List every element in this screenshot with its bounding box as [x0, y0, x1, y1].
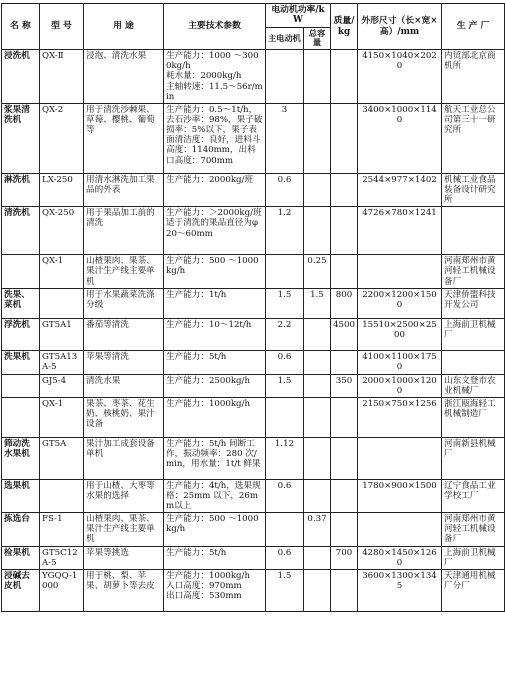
cell-dims [358, 437, 442, 479]
cell-dims: 15510×2500×2500 [358, 319, 442, 351]
cell-maker: 上海前卫机械厂 [442, 319, 505, 351]
cell-use: 用于清洗沙棘果、草莓、樱桃、葡萄等 [84, 103, 164, 173]
table-row [2, 50, 505, 104]
table-row [2, 546, 505, 569]
cell-model: GT5A1 [40, 319, 84, 351]
cell-maker: 天津侨盟科技开发公司 [442, 289, 505, 319]
cell-dims: 1780×900×1500 [358, 479, 442, 512]
cell-name: 选果机 [2, 479, 40, 512]
cell-model: QX-1 [40, 255, 84, 289]
cell-mass [331, 50, 358, 104]
cell-power-main: 1.2 [266, 207, 304, 255]
cell-dims [358, 255, 442, 289]
cell-use: 用于水果蔬菜洗涤分级 [84, 289, 164, 319]
header-dims: 外形尺寸（长×宽×高）/mm [358, 4, 442, 50]
table-row [2, 397, 505, 437]
cell-model: QX-250 [40, 207, 84, 255]
cell-params: 生产能力：1t/h [164, 289, 266, 319]
cell-power-main: 1.5 [266, 289, 304, 319]
cell-maker: 河南郑州市黄河轻工机械设备厂 [442, 255, 505, 289]
cell-power-main [266, 50, 304, 104]
cell-maker: 航天工业总公司第三十一研究所 [442, 103, 505, 173]
cell-dims: 3600×1300×1345 [358, 569, 442, 611]
cell-dims: 4150×1040×2020 [358, 50, 442, 104]
cell-use: 果茶、枣茶、花生奶、核桃奶、果汁设备 [84, 397, 164, 437]
cell-params: 生产能力：500 ～1000kg/h [164, 255, 266, 289]
cell-mass: 4500 [331, 319, 358, 351]
cell-name: 洗果机 [2, 351, 40, 374]
header-power-total: 总容量 [304, 27, 331, 49]
cell-params: 生产能力：1000kg/h 入口高度：970mm 出口高度：530mm [164, 569, 266, 611]
header-model: 型 号 [40, 4, 84, 50]
cell-power-total [304, 546, 331, 569]
cell-maker: 山东文登市农业机械厂 [442, 374, 505, 397]
table-row [2, 437, 505, 479]
cell-name: 洗果、菜机 [2, 289, 40, 319]
cell-mass: 700 [331, 546, 358, 569]
cell-use: 用于果品加工前的清洗 [84, 207, 164, 255]
header-maker: 生 产 厂 [442, 4, 505, 50]
cell-dims: 4726×780×1241 [358, 207, 442, 255]
cell-power-main: 2.2 [266, 319, 304, 351]
cell-use: 用于桃、梨、苹果、胡萝卜等去皮 [84, 569, 164, 611]
table-row [2, 255, 505, 289]
cell-use: 山楂果肉、果茶、果汁生产线主要单机 [84, 255, 164, 289]
table-row [2, 479, 505, 512]
cell-params: 生产能力：5t/h 间断工作，振动频率：280 次/min，用水量：1t/t 鲜果 [164, 437, 266, 479]
cell-name: 浆果清洗机 [2, 103, 40, 173]
cell-dims: 4100×1100×1750 [358, 351, 442, 374]
table-row [2, 351, 505, 374]
cell-maker: 机械工业食品装备设计研究所 [442, 173, 505, 206]
cell-dims: 2150×750×1256 [358, 397, 442, 437]
cell-params: 生产能力：5t/h [164, 351, 266, 374]
cell-name: 清洗机 [2, 207, 40, 255]
header-power-main: 主电动机 [266, 27, 304, 49]
cell-use: 果汁加工成套设备单机 [84, 437, 164, 479]
header-power: 电动机功率/kW [266, 4, 331, 28]
cell-model: QX-1 [40, 397, 84, 437]
cell-mass [331, 255, 358, 289]
cell-power-main: 1.5 [266, 569, 304, 611]
table-row [2, 319, 505, 351]
cell-params: 生产能力：2500kg/h [164, 374, 266, 397]
cell-params: 生产能力：500 ～1000kg/h [164, 513, 266, 546]
cell-model: YGQQ-1000 [40, 569, 84, 611]
cell-name [2, 374, 40, 397]
cell-model: FS-1 [40, 513, 84, 546]
cell-name: 浸碱去皮机 [2, 569, 40, 611]
cell-power-total [304, 351, 331, 374]
equipment-spec-table [1, 3, 505, 612]
cell-model: GT5A [40, 437, 84, 479]
cell-use: 浸泡、清洗水果 [84, 50, 164, 104]
cell-mass [331, 437, 358, 479]
cell-model: QX-2 [40, 103, 84, 173]
cell-power-total: 1.5 [304, 289, 331, 319]
cell-use: 苹果等挑选 [84, 546, 164, 569]
cell-mass [331, 513, 358, 546]
cell-use: 番茄等清洗 [84, 319, 164, 351]
cell-mass [331, 351, 358, 374]
cell-params: 生产能力：10～12t/h [164, 319, 266, 351]
cell-power-total [304, 479, 331, 512]
cell-maker [442, 207, 505, 255]
cell-use: 用于山楂、大枣等水果的选择 [84, 479, 164, 512]
cell-name [2, 397, 40, 437]
header-name: 名 称 [2, 4, 40, 50]
cell-model: LX-250 [40, 173, 84, 206]
cell-power-total [304, 50, 331, 104]
cell-maker: 内贸部北京商机所 [442, 50, 505, 104]
table-row [2, 103, 505, 173]
cell-maker: 河南新县机械厂 [442, 437, 505, 479]
table-row [2, 289, 505, 319]
cell-params: 生产能力：2000kg/班 [164, 173, 266, 206]
cell-dims: 2200×1200×1500 [358, 289, 442, 319]
cell-power-total [304, 103, 331, 173]
cell-model: GJ5-4 [40, 374, 84, 397]
cell-name: 浸洗机 [2, 50, 40, 104]
cell-power-total: 0.25 [304, 255, 331, 289]
cell-dims: 2000×1000×1200 [358, 374, 442, 397]
cell-params: 生产能力：4t/h，选果规格：25mm 以下，26mm以上 [164, 479, 266, 512]
cell-params: 生产能力：0.5～1t/h，去石沙率：98%，果子破损率：5%以下，果子表面清洁度：良好，进料斗高度：1140mm，出料口高度：700mm [164, 103, 266, 173]
cell-dims: 2544×977×1402 [358, 173, 442, 206]
table-row [2, 513, 505, 546]
cell-mass [331, 479, 358, 512]
cell-power-main: 0.6 [266, 351, 304, 374]
cell-power-total [304, 374, 331, 397]
cell-maker [442, 351, 505, 374]
cell-params: 生产能力：1000kg/h [164, 397, 266, 437]
cell-mass [331, 397, 358, 437]
cell-params: 生产能力：＞2000kg/班 适于清洗的果品直径为φ20～60mm [164, 207, 266, 255]
header-params: 主要技术参数 [164, 4, 266, 50]
cell-mass [331, 173, 358, 206]
cell-model: GT5A13A-5 [40, 351, 84, 374]
table-row [2, 374, 505, 397]
cell-dims [358, 513, 442, 546]
table-row [2, 207, 505, 255]
cell-power-main [266, 255, 304, 289]
cell-mass: 800 [331, 289, 358, 319]
table-body [2, 50, 505, 612]
cell-power-main: 0.6 [266, 479, 304, 512]
cell-dims: 4280×1450×1260 [358, 546, 442, 569]
cell-power-main [266, 513, 304, 546]
cell-model [40, 479, 84, 512]
cell-maker: 河南郑州市黄河轻工机械设备厂 [442, 513, 505, 546]
cell-name: 检果机 [2, 546, 40, 569]
cell-name [2, 255, 40, 289]
cell-maker: 天津通用机械厂分厂 [442, 569, 505, 611]
cell-mass [331, 103, 358, 173]
cell-mass: 350 [331, 374, 358, 397]
cell-power-total [304, 319, 331, 351]
cell-power-total [304, 397, 331, 437]
cell-name: 浮洗机 [2, 319, 40, 351]
cell-power-main: 1.12 [266, 437, 304, 479]
cell-maker: 浙江瓯海轻工机械制造厂 [442, 397, 505, 437]
header-use: 用 途 [84, 4, 164, 50]
cell-power-total [304, 207, 331, 255]
cell-power-main [266, 397, 304, 437]
cell-params: 生产能力：5t/h [164, 546, 266, 569]
cell-mass [331, 207, 358, 255]
cell-power-total [304, 569, 331, 611]
cell-maker: 上海前卫机械厂 [442, 546, 505, 569]
cell-maker: 辽宁食品工业学校工厂 [442, 479, 505, 512]
cell-power-main: 3 [266, 103, 304, 173]
cell-power-main: 0.6 [266, 173, 304, 206]
cell-model: QX-Ⅱ [40, 50, 84, 104]
table-row [2, 569, 505, 611]
cell-power-total [304, 173, 331, 206]
cell-name: 筛动洗水果机 [2, 437, 40, 479]
cell-dims: 3400×1000×1140 [358, 103, 442, 173]
cell-model: GT5C12A-5 [40, 546, 84, 569]
cell-model [40, 289, 84, 319]
cell-name: 拣选台 [2, 513, 40, 546]
cell-power-total [304, 437, 331, 479]
header-mass: 质量/kg [331, 4, 358, 50]
cell-use: 苹果等清洗 [84, 351, 164, 374]
cell-power-main: 0.6 [266, 546, 304, 569]
cell-use: 清洗水果 [84, 374, 164, 397]
cell-use: 山楂果肉、果茶、果汁生产线主要单机 [84, 513, 164, 546]
cell-power-main: 1.5 [266, 374, 304, 397]
cell-power-total: 0.37 [304, 513, 331, 546]
cell-mass [331, 569, 358, 611]
table-row [2, 173, 505, 206]
cell-params: 生产能力：1000 ～3000kg/h 耗水量：2000kg/h 主轴转速：11.5～56r/min [164, 50, 266, 104]
cell-use: 用清水淋洗加工果品的外表 [84, 173, 164, 206]
cell-name: 淋洗机 [2, 173, 40, 206]
